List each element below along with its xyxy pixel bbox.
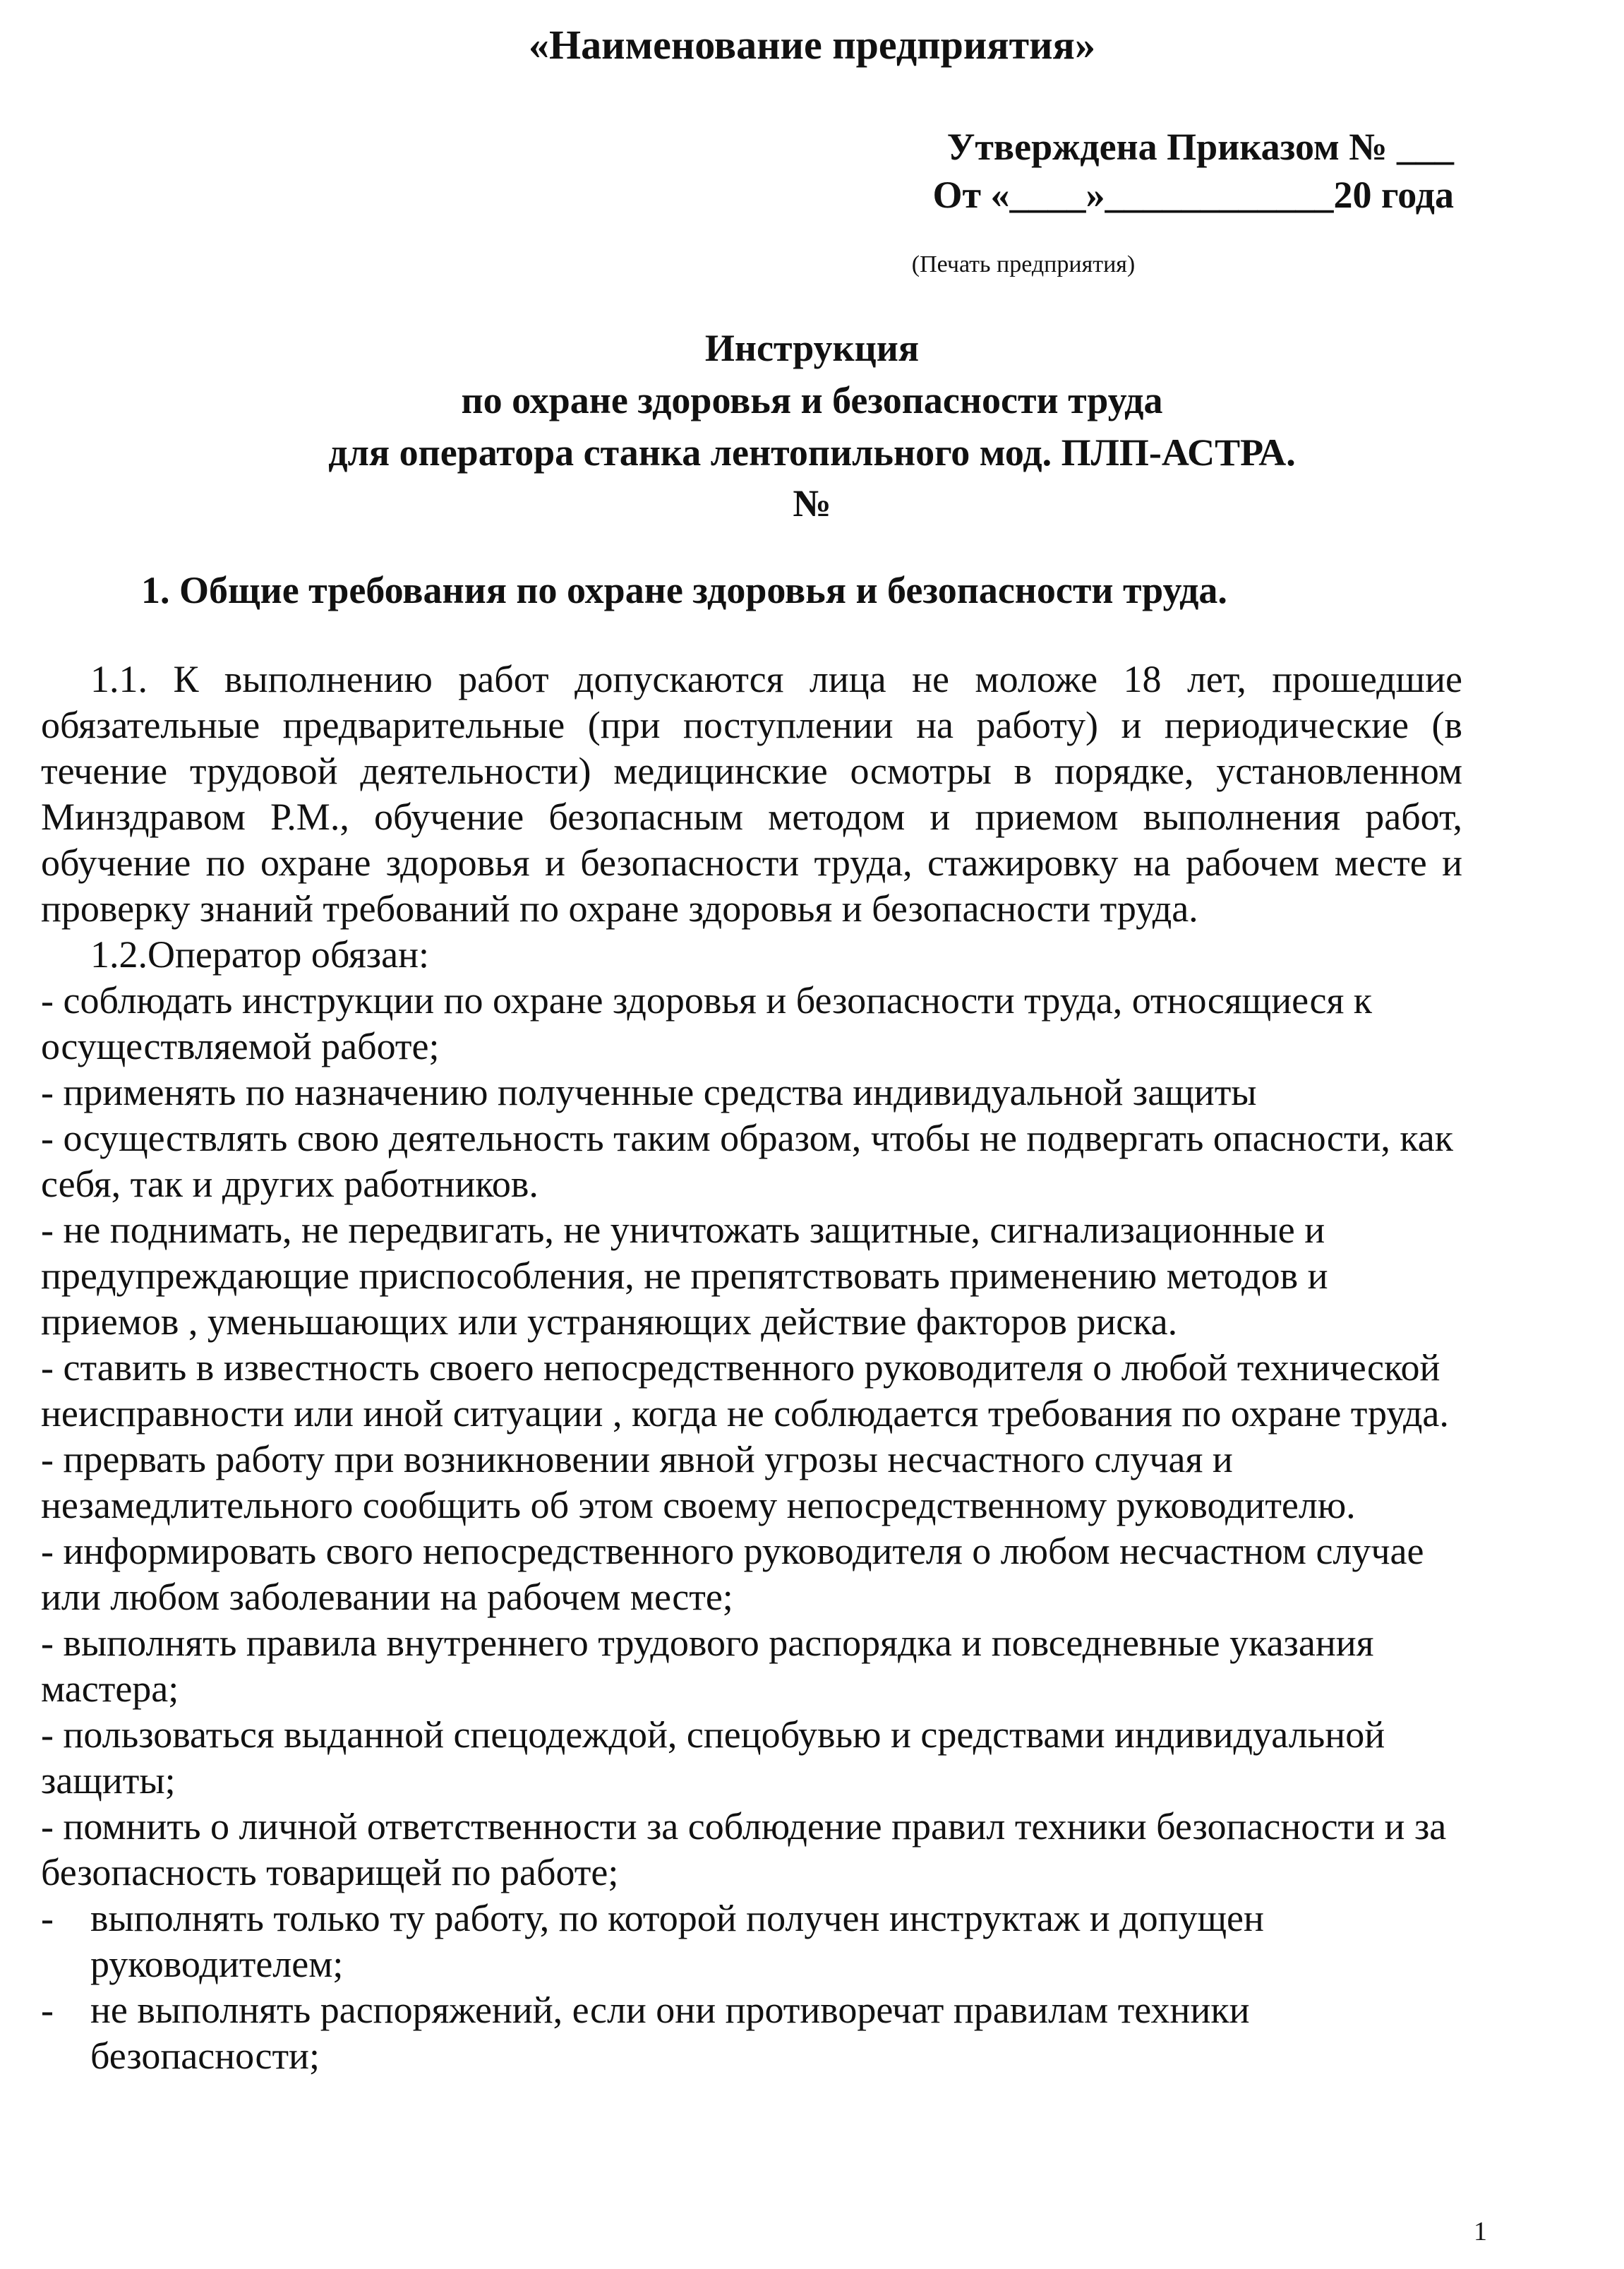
document-subject: для оператора станка лентопильного мод. ПЛП-АСТРА.: [328, 431, 1296, 474]
duty-item: - не поднимать, не передвигать, не уничтожать защитные, сигнализационные и предупреждающие приспособления, не препятствовать применению методов и приемов , уменьшающих или устраняющих действие факторов риска.: [41, 1209, 1328, 1343]
paragraph-1-1: 1.1. К выполнению работ допускаются лица не моложе 18 лет, прошедшие обязательные предварительные (при поступлении на работу) и периодические (в течение трудовой деятельности) медицинские осмотры в порядке, установленном Минздравом Р.М., обучение безопасным методом и приемом выполнения работ, обучение по охране здоровья и безопасности труда, стажировку на рабочем месте и проверку знаний требований по охране здоровья и безопасности труда.: [41, 658, 1462, 930]
page-number: 1: [1474, 2217, 1487, 2246]
duty-item: - применять по назначению полученные средства индивидуальной защиты: [41, 1071, 1257, 1113]
duty-item: - прервать работу при возникновении явной угрозы несчастного случая и незамедлительного сообщить об этом своему непосредственному руководителю.: [41, 1438, 1356, 1526]
duty-item: - информировать свого непосредственного руководителя о любом несчастном случае или любом заболевании на рабочем месте;: [41, 1530, 1424, 1618]
duty-item: - осуществлять свою деятельность таким образом, чтобы не подвергать опасности, как себя, так и других работников.: [41, 1117, 1454, 1205]
duty-item-text: не выполнять распоряжений, если они противоречат правилам техники безопасности;: [90, 1989, 1250, 2077]
paragraph-1-2: 1.2.Оператор обязан:: [90, 933, 429, 976]
stamp-note: (Печать предприятия): [911, 251, 1136, 277]
duty-item: - выполнять правила внутреннего трудового распорядка и повседневные указания мастера;: [41, 1622, 1374, 1710]
duty-item: - ставить в известность своего непосредственного руководителя о любой технической неисправности или иной ситуации , когда не соблюдается требования по охране труда.: [41, 1346, 1449, 1435]
approval-order-line: Утверждена Приказом № ___: [946, 126, 1454, 168]
section-heading: 1. Общие требования по охране здоровья и безопасности труда.: [141, 569, 1227, 611]
document-title: Инструкция: [704, 327, 920, 369]
duty-item-hanging: [41, 1987, 1462, 2079]
duty-item-hanging: [41, 1896, 1462, 1987]
approval-date-line: От «____»____________20 года: [932, 174, 1454, 216]
list-dash: -: [41, 1897, 54, 1939]
duty-item-text: выполнять только ту работу, по которой получен инструктаж и допущен руководителем;: [90, 1897, 1264, 1985]
organization-name: «Наименование предприятия»: [529, 22, 1095, 68]
document-subtitle: по охране здоровья и безопасности труда: [461, 379, 1163, 421]
duties-list: [41, 978, 1462, 2079]
duty-item: - пользоваться выданной спецодеждой, спецобувью и средствами индивидуальной защиты;: [41, 1713, 1385, 1802]
list-dash: -: [41, 1989, 54, 2031]
duty-item: - соблюдать инструкции по охране здоровья и безопасности труда, относящиеся к осуществляемой работе;: [41, 979, 1373, 1067]
duty-item: - помнить о личной ответственности за соблюдение правил техники безопасности и за безопасность товарищей по работе;: [41, 1805, 1447, 1893]
document-number: №: [793, 482, 831, 525]
